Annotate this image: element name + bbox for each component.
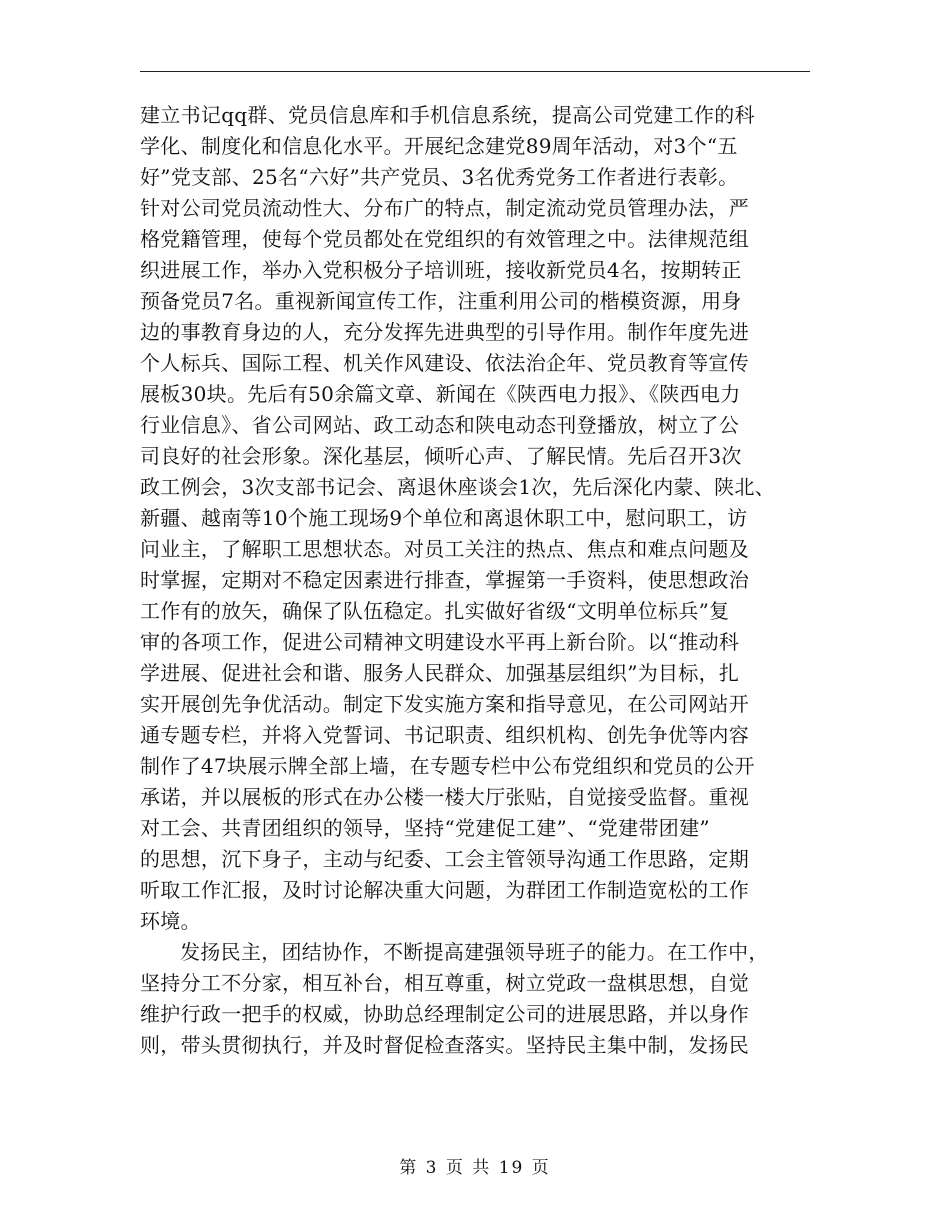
text-line: 时掌握，定期对不稳定因素进行排查，掌握第一手资料，使思想政治 (140, 568, 749, 592)
text-line: 格党籍管理，使每个党员都处在党组织的有效管理之中。法律规范组 (140, 227, 749, 251)
text-line: 问业主，了解职工思想状态。对员工关注的热点、焦点和难点问题及 (140, 537, 749, 561)
text-line: 司良好的社会形象。深化基层，倾听心声、了解民情。先后召开3次 (140, 444, 742, 468)
text-line: 个人标兵、国际工程、机关作风建设、依法治企年、党员教育等宣传 (140, 351, 749, 375)
text-line: 的思想，沉下身子，主动与纪委、工会主管领导沟通工作思路，定期 (140, 847, 749, 871)
text-line: 承诺，并以展板的形式在办公楼一楼大厅张贴，自觉接受监督。重视 (140, 785, 749, 809)
text-line: 预备党员7名。重视新闻宣传工作，注重利用公司的楷模资源，用身 (140, 289, 742, 313)
text-line: 制作了47块展示牌全部上墙，在专题专栏中公布党组织和党员的公开 (140, 754, 755, 778)
text-line: 审的各项工作，促进公司精神文明建设水平再上新台阶。以“推动科 (140, 630, 740, 654)
text-line: 行业信息》、省公司网站、政工动态和陕电动态刊登播放，树立了公 (140, 413, 739, 437)
paragraph-start-line: 发扬民主，团结协作，不断提高建强领导班子的能力。在工作中， (180, 940, 769, 964)
text-line: 边的事教育身边的人，充分发挥先进典型的引导作用。制作年度先进 (140, 320, 749, 344)
text-line: 针对公司党员流动性大、分布广的特点，制定流动党员管理办法，严 (140, 196, 749, 220)
text-line: 环境。 (140, 909, 201, 933)
text-line: 好”党支部、25名“六好”共产党员、3名优秀党务工作者进行表彰。 (140, 165, 739, 189)
text-line: 展板30块。先后有50余篇文章、新闻在《陕西电力报》、《陕西电力 (140, 382, 741, 406)
text-line: 织进展工作，举办入党积极分子培训班，接收新党员4名，按期转正 (140, 258, 742, 282)
header-rule (140, 71, 810, 72)
page-number-footer: 第 3 页 共 19 页 (399, 1158, 551, 1178)
text-line: 则，带头贯彻执行，并及时督促检查落实。坚持民主集中制，发扬民 (140, 1033, 749, 1057)
text-line: 维护行政一把手的权威，协助总经理制定公司的进展思路，并以身作 (140, 1002, 749, 1026)
text-line: 坚持分工不分家，相互补台，相互尊重，树立党政一盘棋思想，自觉 (140, 971, 749, 995)
text-line: 新疆、越南等10个施工现场9个单位和离退休职工中，慰问职工，访 (140, 506, 748, 530)
text-line: 建立书记qq群、党员信息库和手机信息系统，提高公司党建工作的科 (140, 103, 755, 127)
text-line: 对工会、共青团组织的领导，坚持“党建促工建”、“党建带团建” (140, 816, 710, 840)
text-line: 学化、制度化和信息化水平。开展纪念建党89周年活动，对3个“五 (140, 134, 738, 158)
text-line: 学进展、促进社会和谐、服务人民群众、加强基层组织”为目标，扎 (140, 661, 740, 685)
text-line: 政工例会，3次支部书记会、离退休座谈会1次，先后深化内蒙、陕北、 (140, 475, 776, 499)
text-line: 实开展创先争优活动。制定下发实施方案和指导意见，在公司网站开 (140, 692, 749, 716)
document-body (140, 100, 820, 1061)
text-line: 听取工作汇报，及时讨论解决重大问题，为群团工作制造宽松的工作 (140, 878, 749, 902)
text-line: 通专题专栏，并将入党誓词、书记职责、组织机构、创先争优等内容 (140, 723, 749, 747)
text-line: 工作有的放矢，确保了队伍稳定。扎实做好省级“文明单位标兵”复 (140, 599, 730, 623)
